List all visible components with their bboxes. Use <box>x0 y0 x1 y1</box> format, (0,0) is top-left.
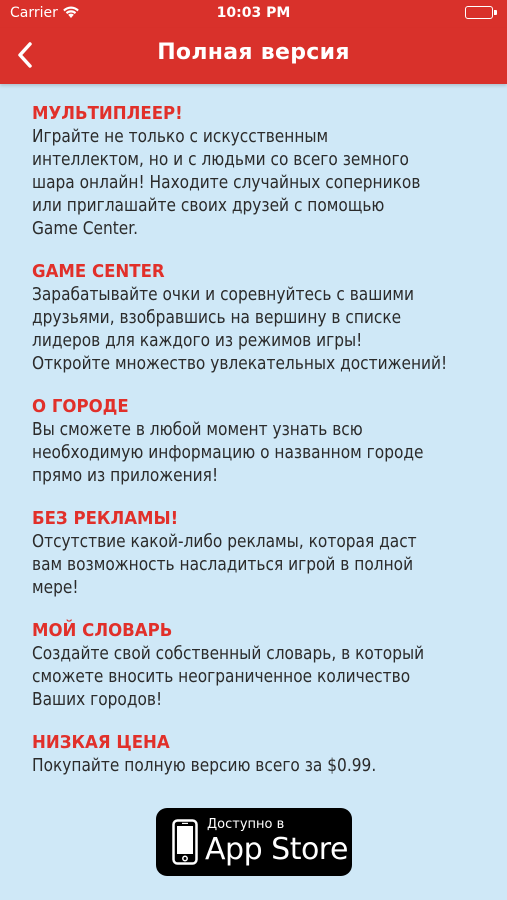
feature-text: Зарабатывайте очки и соревнуйтесь с вашими друзьями, взобравшись на вершину в списке лидеров для каждого из режимов игры! Откройте множество увлекательных достижений! <box>32 285 448 374</box>
app-store-small-label: Доступно в <box>207 817 285 832</box>
features-list <box>32 103 482 798</box>
feature-low-price <box>32 732 482 778</box>
feature-heading: GAME CENTER <box>32 261 165 282</box>
page-title: Полная версия <box>157 40 350 65</box>
feature-text: Отсутствие какой-либо рекламы, которая даст вам возможность насладиться игрой в полной мере! <box>32 532 417 598</box>
feature-text: Создайте свой собственный словарь, в который сможете вносить неограниченное количество Ваших городов! <box>32 644 425 710</box>
carrier-label: Carrier <box>10 5 58 21</box>
iphone-icon <box>172 819 198 865</box>
app-store-big-label: App Store <box>205 832 348 867</box>
clock: 10:03 PM <box>216 5 291 21</box>
feature-heading: НИЗКАЯ ЦЕНА <box>32 732 170 753</box>
feature-text: Вы сможете в любой момент узнать всю необходимую информацию о названном городе прямо из приложения! <box>32 420 424 486</box>
feature-text: Покупайте полную версию всего за $0.99. <box>32 756 377 776</box>
feature-heading: О ГОРОДЕ <box>32 396 129 417</box>
feature-heading: МУЛЬТИПЛЕЕР! <box>32 103 183 124</box>
feature-multiplayer <box>32 103 482 241</box>
battery-icon <box>465 6 493 19</box>
feature-heading: МОЙ СЛОВАРЬ <box>32 620 173 641</box>
app-store-button[interactable] <box>156 808 352 876</box>
feature-my-dictionary <box>32 620 482 712</box>
feature-game-center <box>32 261 482 376</box>
battery-tip <box>494 10 497 15</box>
feature-about-city <box>32 396 482 488</box>
feature-no-ads <box>32 508 482 600</box>
feature-heading: БЕЗ РЕКЛАМЫ! <box>32 508 179 529</box>
feature-text: Играйте не только с искусственным интеллектом, но и с людьми со всего земного шара онлайн! Находите случайных соперников или приглашайте своих друзей с помощью Game Center. <box>32 127 421 239</box>
navigation-bar <box>0 28 507 84</box>
status-bar <box>0 0 507 28</box>
